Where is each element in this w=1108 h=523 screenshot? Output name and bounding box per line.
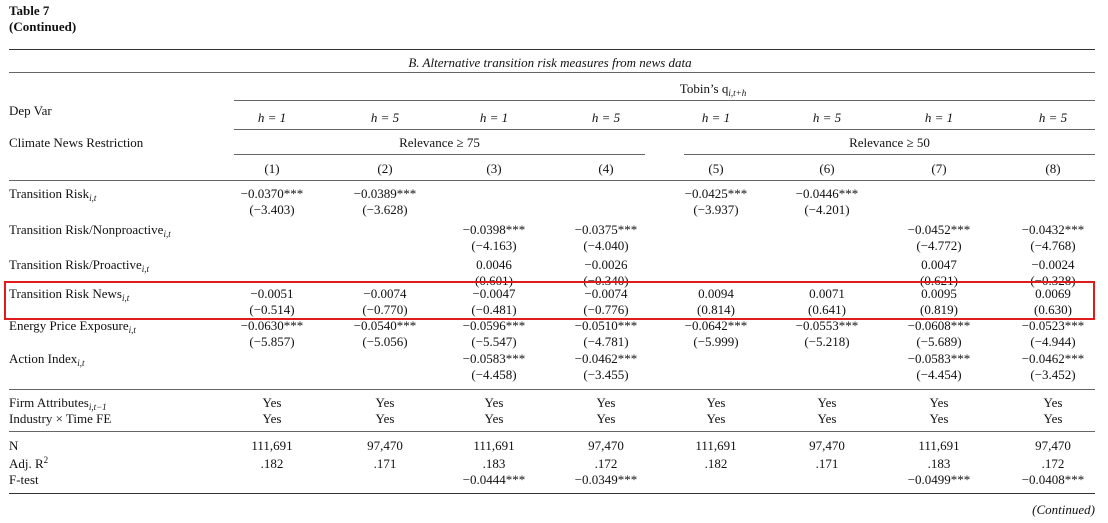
t-stat-cell: (0.630) [1034,302,1072,317]
row-label-subscript: i,t [163,229,171,239]
stat-label-text: F-test [9,472,39,487]
footer-continued: (Continued) [1032,502,1095,517]
dep-header-text: Tobin’s q [679,81,729,96]
coefficient-cell: −0.0583*** [907,351,971,366]
t-stat-cell: (−4.040) [583,238,629,253]
coefficient-cell: −0.0446*** [795,186,859,201]
stat-cell: 111,691 [695,438,737,453]
horizon-cell: h = 1 [479,110,509,125]
control-cell: Yes [596,395,616,410]
control-cell: Yes [817,411,837,426]
t-stat-cell: (−5.857) [249,334,295,349]
column-number: (4) [598,161,614,176]
t-stat-cell: (0.621) [920,273,958,288]
stat-cell: 111,691 [918,438,960,453]
t-stat-cell: (−3.628) [362,202,408,217]
group-label-1: Relevance ≥ 75 [399,135,480,150]
column-number: (3) [486,161,502,176]
t-stat-cell: (−4.458) [471,367,517,382]
t-stat-cell: (−0.340) [583,273,629,288]
body-rule [9,180,1095,181]
coefficient-cell: −0.0047 [472,286,516,301]
control-label [9,395,107,411]
t-stat-cell: (−5.547) [471,334,517,349]
coefficient-cell: −0.0462*** [574,351,638,366]
highlight-box [4,281,1095,320]
stat-cell: −0.0499*** [907,472,971,487]
coefficient-cell: −0.0432*** [1021,222,1085,237]
control-label-text: Firm Attributes [9,395,89,410]
coefficient-cell: −0.0642*** [684,318,748,333]
coefficient-cell: −0.0553*** [795,318,859,333]
row-label-text: Transition Risk News [9,286,122,301]
t-stat-cell: (−3.452) [1030,367,1076,382]
t-stat-cell: (−3.937) [693,202,739,217]
control-cell: Yes [817,395,837,410]
row-label-text: Transition Risk/Nonproactive [9,222,164,237]
t-stat-cell: (−0.481) [471,302,517,317]
t-stat-cell: (0.819) [920,302,958,317]
horizon-cell: h = 5 [370,110,400,125]
stat-cell: 97,470 [809,438,845,453]
stat-cell: .183 [927,456,951,471]
stat-cell: −0.0349*** [574,472,638,487]
stat-cell: .171 [815,456,839,471]
stat-cell: .182 [260,456,284,471]
coefficient-cell: 0.0046 [476,257,512,272]
row-label-text: Action Index [9,351,78,366]
stat-label [9,456,48,472]
coefficient-cell: −0.0540*** [353,318,417,333]
panel-rule [9,72,1095,73]
t-stat-cell: (0.814) [697,302,735,317]
horizon-cell: h = 5 [1038,110,1068,125]
bottom-rule [9,493,1095,494]
stat-label-text: Adj. R [9,456,44,471]
control-label-text: Industry × Time FE [9,411,112,426]
coefficient-cell: −0.0452*** [907,222,971,237]
t-stat-cell: (−4.201) [804,202,850,217]
control-cell: Yes [262,395,282,410]
t-stat-cell: (−3.403) [249,202,295,217]
t-stat-cell: (−4.781) [583,334,629,349]
row-label [9,351,85,367]
stat-cell: .172 [1041,456,1065,471]
control-cell: Yes [929,395,949,410]
coefficient-cell: 0.0069 [1035,286,1071,301]
t-stat-cell: (0.641) [808,302,846,317]
column-number: (5) [708,161,724,176]
coefficient-cell: −0.0074 [584,286,628,301]
stat-cell: 111,691 [251,438,293,453]
stat-cell: .183 [482,456,506,471]
stat-cell: 97,470 [1035,438,1071,453]
row-label [9,186,96,202]
horizon-cell: h = 1 [924,110,954,125]
t-stat-cell: (−5.999) [693,334,739,349]
row-label-text: Energy Price Exposure [9,318,129,333]
coefficient-cell: −0.0510*** [574,318,638,333]
dep-header [0,81,1108,97]
coefficient-cell: −0.0370*** [240,186,304,201]
row-label [9,257,149,273]
stat-cell: .182 [704,456,728,471]
stat-label [9,472,39,488]
restriction-label: Climate News Restriction [9,135,144,150]
coefficient-cell: −0.0596*** [462,318,526,333]
dep-var-label: Dep Var [9,103,52,118]
coefficient-cell: 0.0094 [698,286,734,301]
control-cell: Yes [484,411,504,426]
control-cell: Yes [1043,395,1063,410]
row-label-subscript: i,t [121,293,130,303]
coefficient-cell: −0.0074 [363,286,407,301]
horizon-cell: h = 1 [257,110,287,125]
horizon-cell: h = 1 [701,110,731,125]
t-stat-cell: (0.601) [475,273,513,288]
horizon-cell: h = 5 [812,110,842,125]
stat-cell: 111,691 [473,438,515,453]
t-stat-cell: (−0.776) [583,302,629,317]
coefficient-cell: −0.0024 [1031,257,1075,272]
row-label-subscript: i,t [141,264,150,274]
column-number: (2) [377,161,393,176]
row-label-subscript: i,t [77,358,85,368]
coefficient-cell: −0.0398*** [462,222,526,237]
control-cell: Yes [706,395,726,410]
dep-header-rule [234,100,1095,101]
coefficient-cell: 0.0071 [809,286,845,301]
coefficient-cell: −0.0523*** [1021,318,1085,333]
coefficient-cell: 0.0095 [921,286,957,301]
t-stat-cell: (−4.772) [916,238,962,253]
control-cell: Yes [596,411,616,426]
group-rule-1 [234,154,645,155]
t-stat-cell: (−4.454) [916,367,962,382]
coefficient-cell: −0.0375*** [574,222,638,237]
stat-label [9,438,18,454]
table-subtitle: (Continued) [9,19,77,34]
t-stat-cell: (−5.056) [362,334,408,349]
column-number: (6) [819,161,835,176]
column-number: (7) [931,161,947,176]
coefficient-cell: −0.0630*** [240,318,304,333]
stat-cell: 97,470 [367,438,403,453]
t-stat-cell: (−5.689) [916,334,962,349]
row-label [9,222,171,238]
controls-rule [9,389,1095,390]
control-cell: Yes [375,411,395,426]
coefficient-cell: −0.0583*** [462,351,526,366]
coefficient-cell: −0.0051 [250,286,294,301]
t-stat-cell: (−4.163) [471,238,517,253]
panel-title: B. Alternative transition risk measures from news data [408,55,692,70]
control-label-subscript: i,t−1 [88,402,107,412]
group-rule-2 [684,154,1095,155]
control-cell: Yes [706,411,726,426]
row-label-text: Transition Risk/Proactive [9,257,142,272]
table-title: Table 7 [9,3,50,18]
column-number: (8) [1045,161,1061,176]
control-label [9,411,111,427]
stat-cell: 97,470 [588,438,624,453]
t-stat-cell: (−5.218) [804,334,850,349]
t-stat-cell: (−0.328) [1030,273,1076,288]
row-label-text: Transition Risk [9,186,90,201]
column-number: (1) [264,161,280,176]
dep-header-sub: i,t+h [728,88,747,98]
coefficient-cell: −0.0026 [584,257,628,272]
stat-label-text: N [9,438,19,453]
stat-cell: .172 [594,456,618,471]
control-cell: Yes [375,395,395,410]
coefficient-cell: −0.0462*** [1021,351,1085,366]
stat-cell: .171 [373,456,397,471]
stats-rule [9,431,1095,432]
horizon-cell: h = 5 [591,110,621,125]
stat-cell: −0.0444*** [462,472,526,487]
stat-cell: −0.0408*** [1021,472,1085,487]
row-label [9,318,136,334]
control-cell: Yes [1043,411,1063,426]
coefficient-cell: −0.0425*** [684,186,748,201]
control-cell: Yes [484,395,504,410]
coefficient-cell: −0.0608*** [907,318,971,333]
t-stat-cell: (−0.514) [249,302,295,317]
top-rule [9,49,1095,50]
t-stat-cell: (−0.770) [362,302,408,317]
t-stat-cell: (−3.455) [583,367,629,382]
t-stat-cell: (−4.944) [1030,334,1076,349]
control-cell: Yes [262,411,282,426]
coefficient-cell: −0.0389*** [353,186,417,201]
control-cell: Yes [929,411,949,426]
stat-label-superscript: 2 [43,455,49,465]
row-label-subscript: i,t [89,193,97,203]
horizon-rule [234,129,1095,130]
t-stat-cell: (−4.768) [1030,238,1076,253]
row-label-subscript: i,t [128,325,136,335]
group-label-2: Relevance ≥ 50 [849,135,930,150]
coefficient-cell: 0.0047 [921,257,957,272]
